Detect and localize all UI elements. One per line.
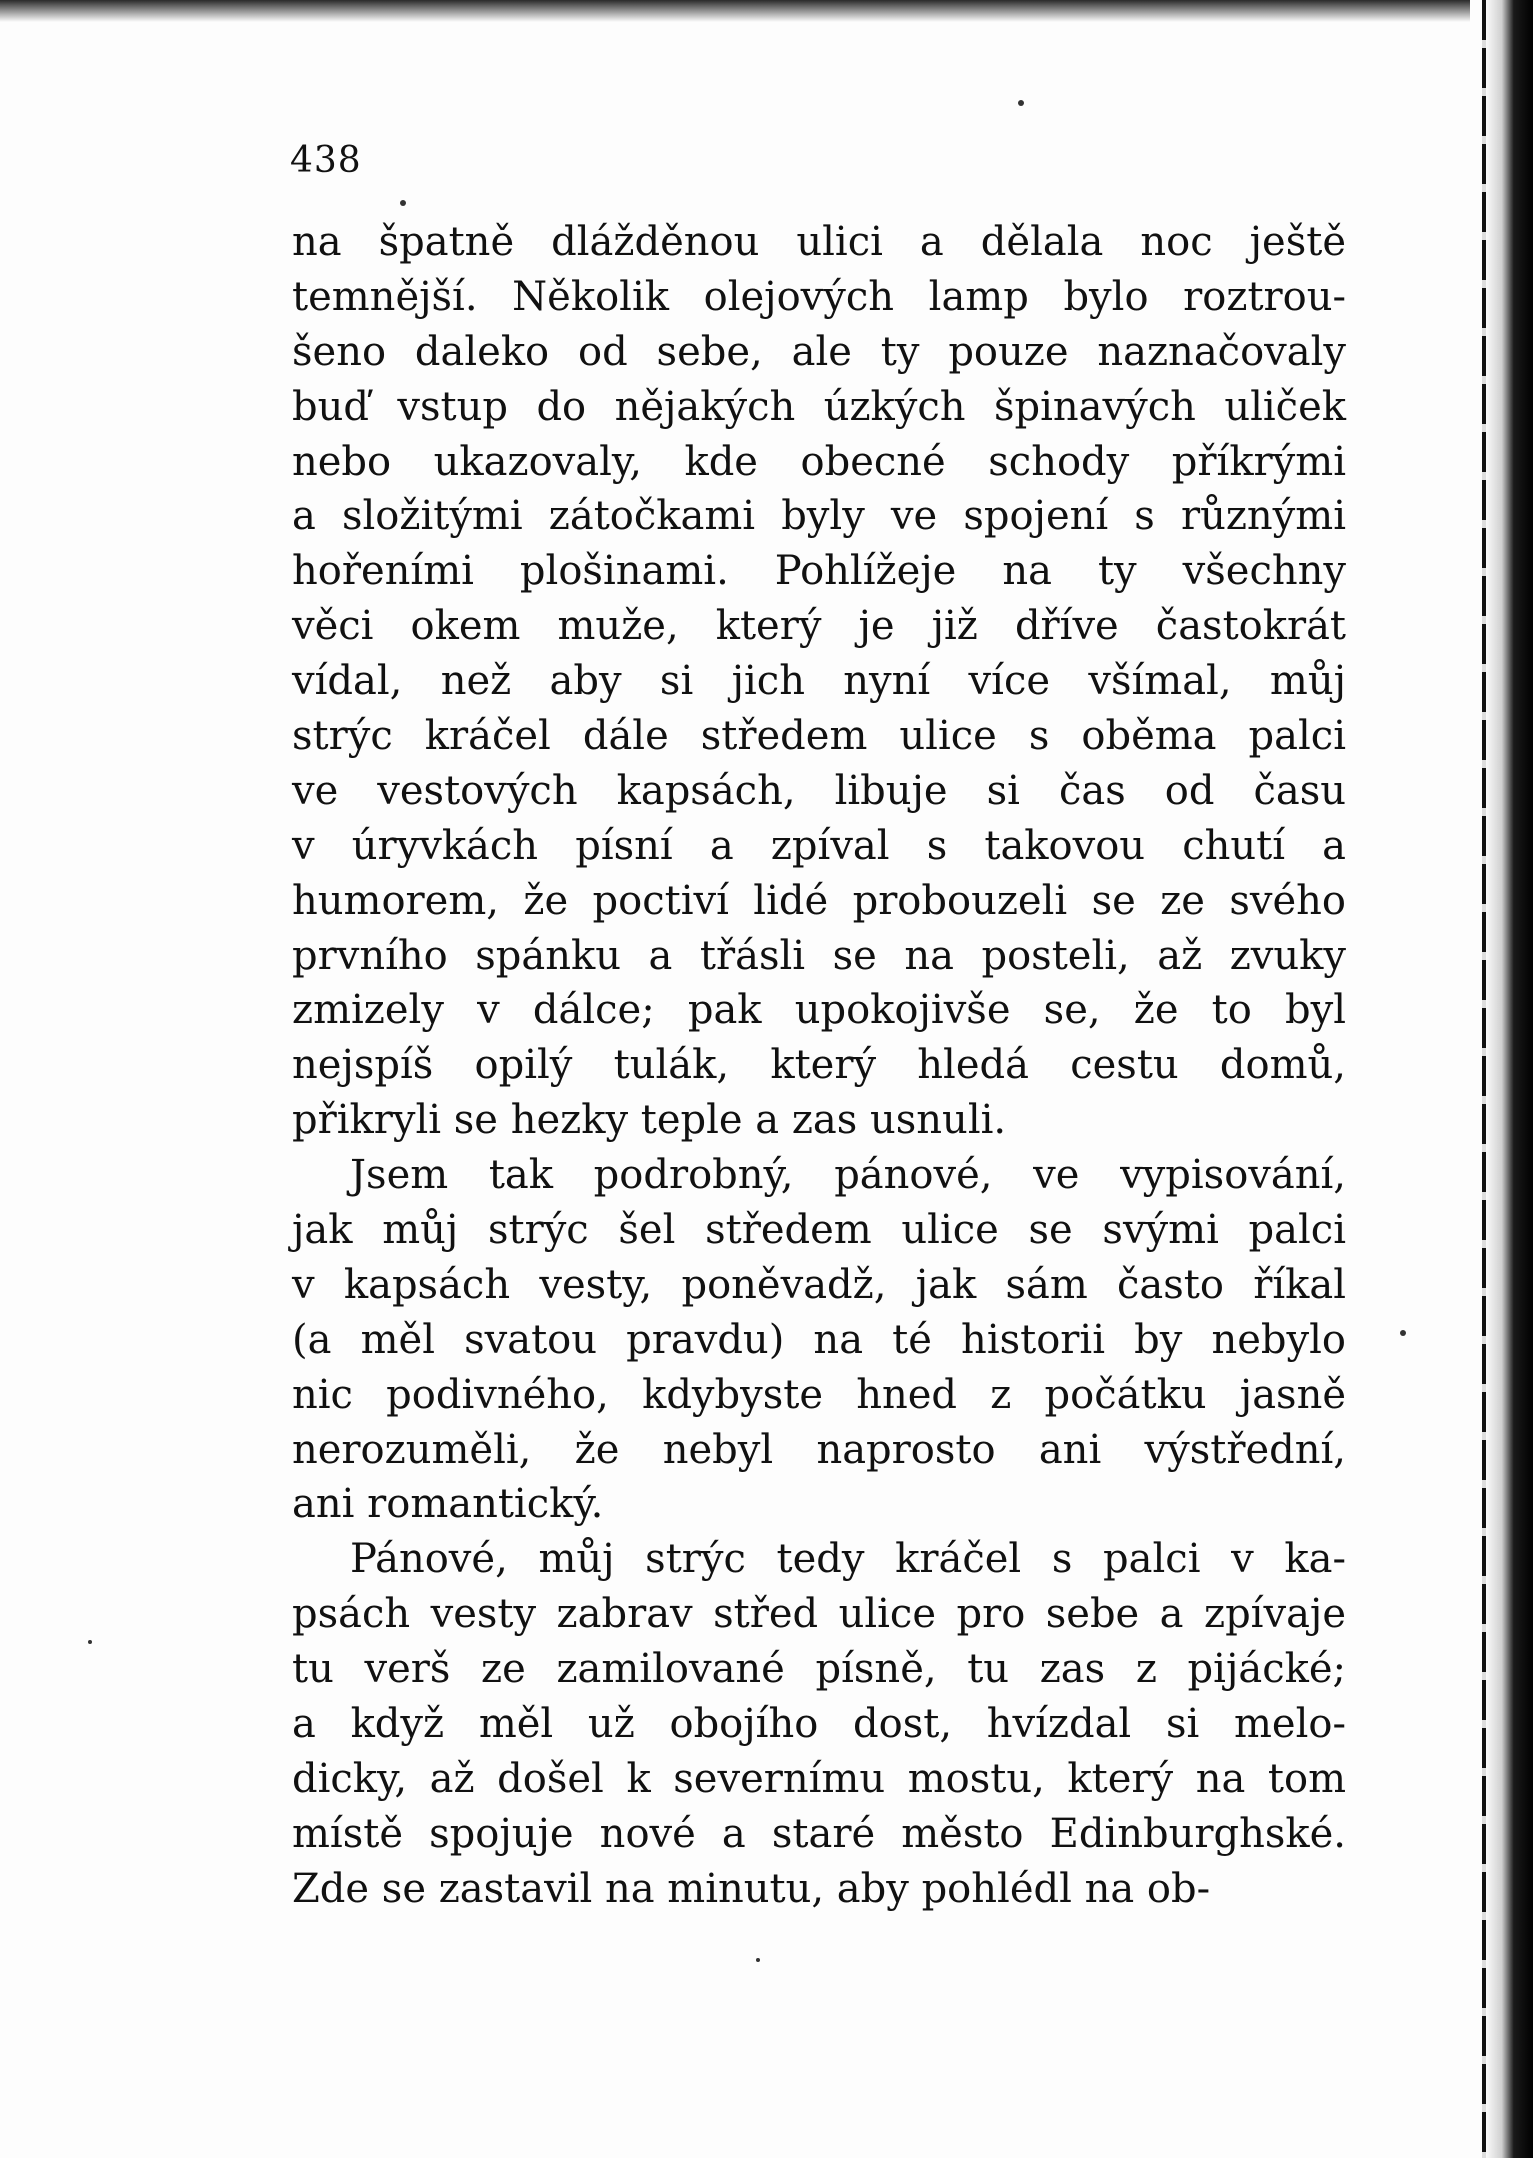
text-line: Pánové, můj strýc tedy kráčel s palci v ka- xyxy=(350,1536,1346,1583)
paragraph xyxy=(292,1532,1346,1916)
paragraph xyxy=(292,215,1346,1148)
text-line: v kapsách vesty, poněvadž, jak sám často říkal xyxy=(292,1261,1346,1308)
text-line: v úryvkách písní a zpíval s takovou chutí a xyxy=(292,822,1346,869)
scan-speck xyxy=(1400,1330,1406,1336)
text-line: a složitými zátočkami byly ve spojení s různými xyxy=(292,493,1346,540)
text-line: ve vestových kapsách, libuje si čas od času xyxy=(292,767,1346,814)
page-number: 438 xyxy=(290,140,362,181)
scan-right-edge xyxy=(1485,0,1533,2158)
text-line: místě spojuje nové a staré město Edinburghské. xyxy=(292,1810,1346,1857)
text-line: nebo ukazovaly, kde obecné schody příkrými xyxy=(292,438,1346,485)
text-line: buď vstup do nějakých úzkých špinavých uliček xyxy=(292,383,1346,430)
text-line: přikryli se hezky teple a zas usnuli. xyxy=(292,1097,1007,1144)
scan-speck xyxy=(756,1958,760,1962)
text-line: vídal, než aby si jich nyní více všímal, můj xyxy=(292,658,1346,705)
text-line: zmizely v dálce; pak upokojivše se, že to byl xyxy=(292,987,1346,1034)
text-line: hořeními plošinami. Pohlížeje na ty všechny xyxy=(292,548,1346,595)
text-line: nejspíš opilý tulák, který hledá cestu domů, xyxy=(292,1042,1346,1089)
text-line: Jsem tak podrobný, pánové, ve vypisování, xyxy=(350,1152,1346,1199)
text-line: a když měl už obojího dost, hvízdal si melo- xyxy=(292,1701,1346,1748)
text-line: dicky, až došel k severnímu mostu, který na tom xyxy=(292,1755,1346,1802)
text-line: tu verš ze zamilované písně, tu zas z pijácké; xyxy=(292,1646,1346,1693)
paragraph xyxy=(292,1148,1346,1532)
body-text xyxy=(292,215,1346,1917)
text-line: nic podivného, kdybyste hned z počátku jasně xyxy=(292,1371,1346,1418)
text-line: Zde se zastavil na minutu, aby pohlédl na ob- xyxy=(292,1865,1211,1912)
text-line: nerozuměli, že nebyl naprosto ani výstřední, xyxy=(292,1426,1346,1473)
scan-speck xyxy=(400,200,406,206)
text-line: šeno daleko od sebe, ale ty pouze naznačovaly xyxy=(292,328,1346,375)
scan-top-edge xyxy=(0,0,1470,22)
text-line: (a měl svatou pravdu) na té historii by nebylo xyxy=(292,1316,1346,1363)
text-line: humorem, že poctiví lidé probouzeli se ze svého xyxy=(292,877,1346,924)
scan-speck xyxy=(1018,100,1024,106)
scan-speck xyxy=(88,1640,92,1644)
text-line: na špatně dlážděnou ulici a dělala noc ještě xyxy=(292,219,1346,265)
text-line: prvního spánku a třásli se na posteli, až zvuky xyxy=(292,932,1346,979)
text-line: věci okem muže, který je již dříve častokrát xyxy=(292,603,1346,650)
text-line: temnější. Několik olejových lamp bylo roztrou- xyxy=(292,273,1346,320)
text-line: strýc kráčel dále středem ulice s oběma palci xyxy=(292,713,1346,760)
scan-binding-line xyxy=(1482,0,1486,2158)
text-line: psách vesty zabrav střed ulice pro sebe a zpívaje xyxy=(292,1591,1346,1638)
text-line: ani romantický. xyxy=(292,1481,604,1528)
text-line: jak můj strýc šel středem ulice se svými palci xyxy=(292,1207,1346,1254)
